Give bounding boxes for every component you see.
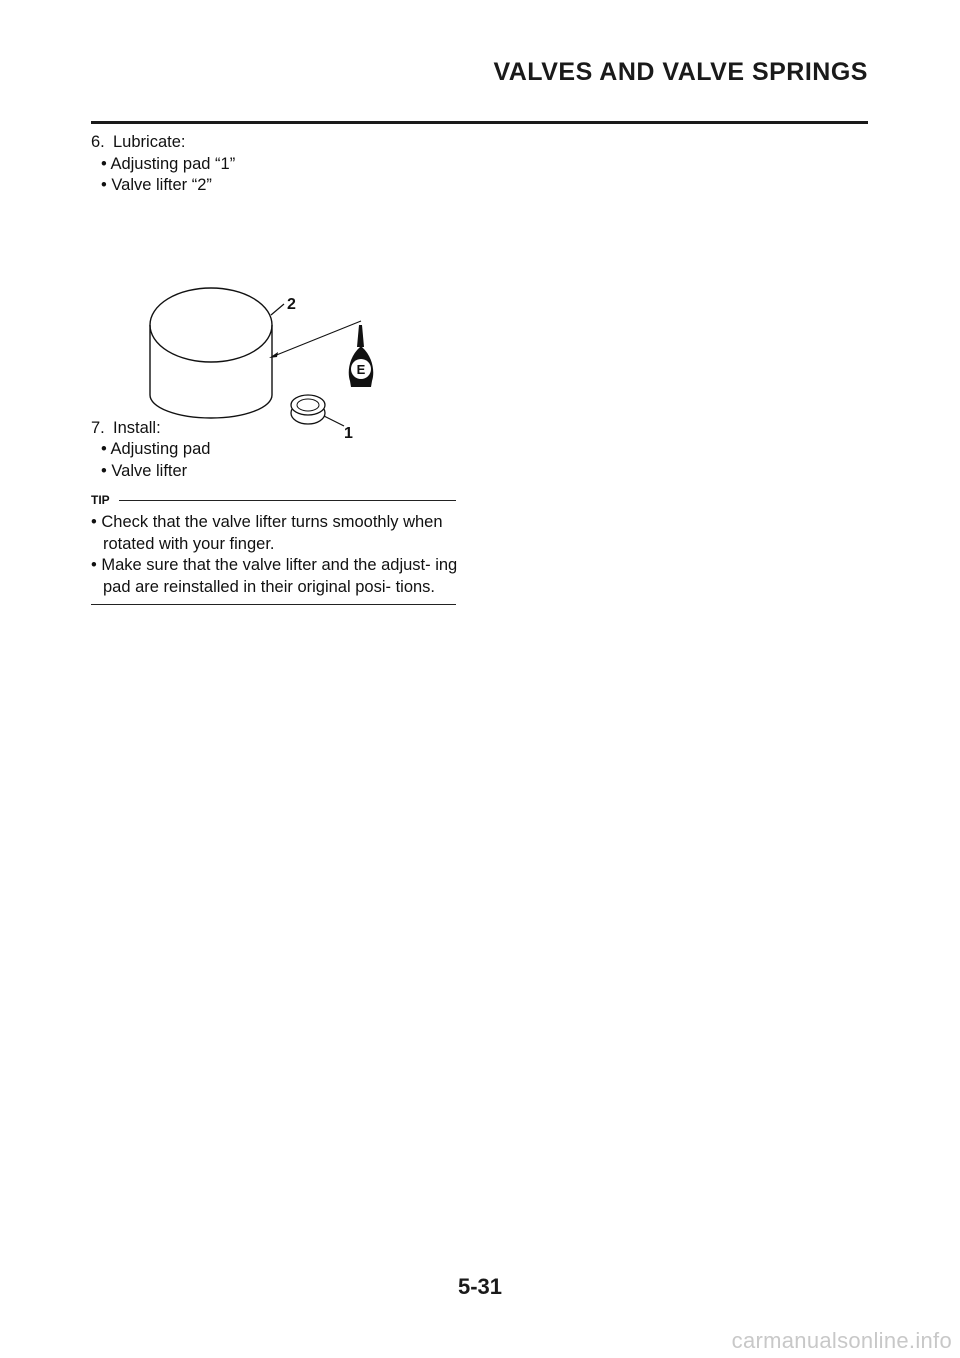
tip-item: • Make sure that the valve lifter and the adjust- ing pad are reinstalled in their original posi- tions. xyxy=(91,556,458,596)
callout-2-label: 2 xyxy=(287,295,296,313)
tip-header xyxy=(91,488,461,508)
tip-label: TIP xyxy=(91,493,110,507)
step-7-item-adjusting-pad: • Adjusting pad xyxy=(101,440,211,458)
step-7-action: Install: xyxy=(113,418,161,437)
page-number: 5-31 xyxy=(457,1274,503,1299)
step-6-action: Lubricate: xyxy=(113,133,186,151)
step-6-item-valve-lifter: • Valve lifter “2” xyxy=(101,176,212,194)
callout-1-label: 1 xyxy=(344,424,353,442)
tip-header-rule xyxy=(119,500,456,501)
step-7 xyxy=(91,418,461,440)
step-7-number: 7. xyxy=(91,418,105,437)
tip-footer-rule xyxy=(91,604,456,605)
engine-oil-can-icon xyxy=(349,325,374,387)
step-6 xyxy=(91,132,461,154)
step-6-number: 6. xyxy=(91,133,105,151)
adjusting-pad-top xyxy=(291,395,325,415)
page-header-title: VALVES AND VALVE SPRINGS xyxy=(493,58,868,86)
callout-2-leader xyxy=(271,304,284,315)
step-7-item-valve-lifter: • Valve lifter xyxy=(101,461,188,480)
footer-watermark: carmanualsonline.info xyxy=(731,1328,952,1353)
oil-mark-label: E xyxy=(356,361,366,377)
oil-leader-line xyxy=(274,321,361,356)
header-rule xyxy=(91,121,868,124)
tip-body xyxy=(91,512,461,598)
step-6-item-adjusting-pad: • Adjusting pad “1” xyxy=(101,154,236,173)
valve-lifter-top xyxy=(150,288,272,362)
tip-item: • Check that the valve lifter turns smoothly when rotated with your finger. xyxy=(91,513,443,553)
page-content xyxy=(91,132,461,605)
